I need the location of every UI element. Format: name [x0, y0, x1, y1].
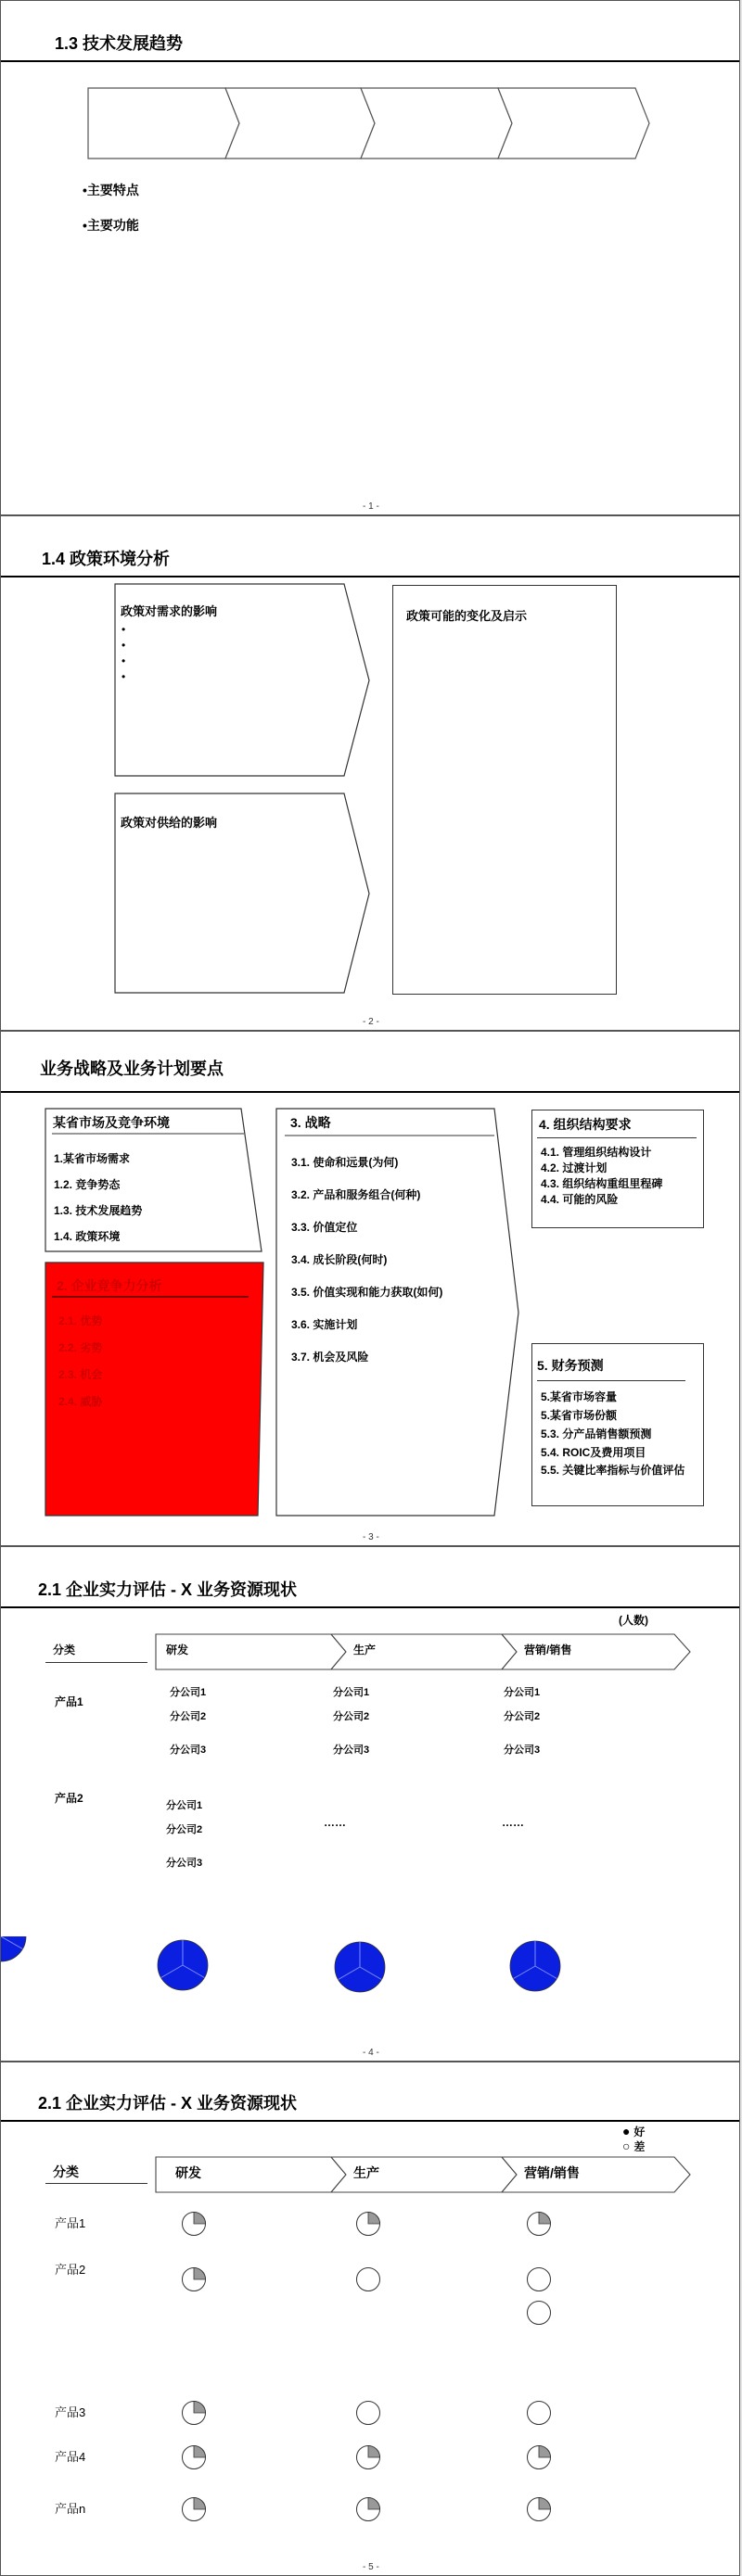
slide-2: [0, 515, 740, 1031]
harvey-ball: [528, 2402, 551, 2425]
harvey-ball: [183, 2498, 206, 2521]
finance-rule: [537, 1380, 685, 1381]
column-rnd: 研发: [175, 2165, 201, 2180]
harvey-ball: [183, 2268, 206, 2291]
harvey-ball: [357, 2446, 380, 2469]
legend-bad: ○ 差: [622, 2138, 646, 2153]
market-items: 1.某省市场需求 1.2. 竞争势态 1.3. 技术发展趋势 1.4. 政策环境: [54, 1152, 143, 1243]
harvey-ball: [357, 2402, 380, 2425]
harvey-ball: [528, 2498, 551, 2521]
row-label-productn: 产品n: [55, 2502, 86, 2516]
row-label-product3: 产品3: [55, 2405, 86, 2419]
row-label-product1: 产品1: [55, 1695, 83, 1708]
slide-4: [0, 1546, 740, 2062]
harvey-ball: [528, 2268, 551, 2291]
harvey-ball: [183, 2402, 206, 2425]
page-number: - 5 -: [363, 2562, 379, 2572]
row-label-product1: 产品1: [55, 2216, 86, 2230]
column-production: 生产: [353, 2165, 379, 2180]
unit-label: (人数): [619, 1614, 648, 1627]
column-production: 生产: [353, 1643, 377, 1656]
cell-p2-production: ……: [324, 1816, 346, 1829]
slide-1: [0, 0, 740, 515]
slide-title: 1.4 政策环境分析: [42, 550, 171, 568]
cell-p2-sales: ……: [502, 1816, 524, 1829]
policy-demand-heading: 政策对需求的影响: [121, 604, 218, 618]
harvey-ball: [357, 2213, 380, 2236]
process-step-3: [361, 88, 512, 159]
legend-good: ● 好: [622, 2124, 646, 2138]
page-number: - 1 -: [363, 501, 379, 512]
policy-demand-bullets: • • • •: [122, 623, 126, 683]
competitive-heading: 2. 企业竞争力分析: [57, 1278, 162, 1293]
finance-heading: 5. 财务预测: [537, 1358, 604, 1373]
cell-p1-sales: 分公司1 分公司2 分公司3: [504, 1687, 541, 1756]
slide-5: [0, 2062, 740, 2576]
strategy-heading: 3. 战略: [290, 1115, 331, 1130]
policy-change-heading: 政策可能的变化及启示: [406, 609, 528, 623]
process-chevrons: [86, 86, 654, 160]
slide-title: 2.1 企业实力评估 - X 业务资源现状: [38, 2094, 298, 2113]
cell-p1-rnd: 分公司1 分公司2 分公司3: [170, 1687, 207, 1756]
competitive-items: 2.1. 优势 2.2. 劣势 2.3. 机会 2.4. 威胁: [58, 1314, 103, 1408]
process-step-4: [498, 88, 649, 159]
harvey-ball: [357, 2268, 380, 2291]
harvey-ball: [528, 2302, 551, 2325]
slide-title: 2.1 企业实力评估 - X 业务资源现状: [38, 1580, 298, 1599]
column-rnd: 研发: [166, 1643, 189, 1656]
pie-row: [1, 1936, 740, 2001]
title-rule: [1, 60, 740, 62]
cell-p1-production: 分公司1 分公司2 分公司3: [333, 1687, 370, 1756]
process-step-2: [225, 88, 375, 159]
org-heading: 4. 组织结构要求: [539, 1117, 632, 1132]
title-rule: [1, 1091, 740, 1093]
pie-sales: [510, 1941, 560, 1991]
slide-title: 1.3 技术发展趋势: [55, 34, 184, 53]
strategy-items: 3.1. 使命和远景(为何) 3.2. 产品和服务组合(何种) 3.3. 价值定位 3.4. 成长阶段(何时) 3.5. 价值实现和能力获取(如何) 3.6. 实施计划 3.7. 机会及风险: [291, 1156, 443, 1364]
process-step-1: [88, 88, 239, 159]
finance-items: 5.某省市场容量 5.某省市场份额 5.3. 分产品销售额预测 5.4. ROIC及费用项目 5.5. 关键比率指标与价值评估: [541, 1390, 685, 1477]
category-label: 分类: [53, 2164, 79, 2179]
column-sales: 营销/销售: [524, 1643, 572, 1656]
pie-rnd: [158, 1940, 208, 1990]
harvey-ball: [357, 2498, 380, 2521]
category-label: 分类: [53, 1643, 76, 1656]
row-label-product4: 产品4: [55, 2450, 86, 2464]
title-rule: [1, 576, 740, 577]
category-rule: [45, 1662, 147, 1663]
cell-p2-rnd: 分公司1 分公司2 分公司3: [166, 1800, 203, 1869]
column-sales: 营销/销售: [524, 2165, 580, 2180]
harvey-ball: [183, 2446, 206, 2469]
pie-production: [335, 1942, 385, 1992]
row-label-product2: 产品2: [55, 1792, 83, 1805]
market-heading: 某省市场及竞争环境: [53, 1115, 170, 1130]
page-number: - 2 -: [363, 1017, 379, 1027]
rating-grid: [1, 2062, 740, 2576]
bullet-functions: •主要功能: [83, 218, 139, 233]
row-label-product2: 产品2: [55, 2263, 86, 2277]
harvey-ball: [528, 2213, 551, 2236]
org-rule: [537, 1137, 697, 1138]
bullet-features: •主要特点: [83, 183, 139, 197]
slide-title: 业务战略及业务计划要点: [40, 1060, 224, 1078]
page-number: - 4 -: [363, 2048, 379, 2058]
org-items: 4.1. 管理组织结构设计 4.2. 过渡计划 4.3. 组织结构重组里程碑 4.4. 可能的风险: [541, 1146, 663, 1206]
harvey-ball: [528, 2446, 551, 2469]
page-number: - 3 -: [363, 1532, 379, 1542]
title-rule: [1, 1606, 740, 1608]
column-header-chevrons: [155, 1632, 693, 1671]
harvey-ball: [183, 2213, 206, 2236]
slide-3: [0, 1031, 740, 1546]
policy-change-box: [392, 585, 617, 995]
policy-supply-heading: 政策对供给的影响: [121, 816, 218, 830]
